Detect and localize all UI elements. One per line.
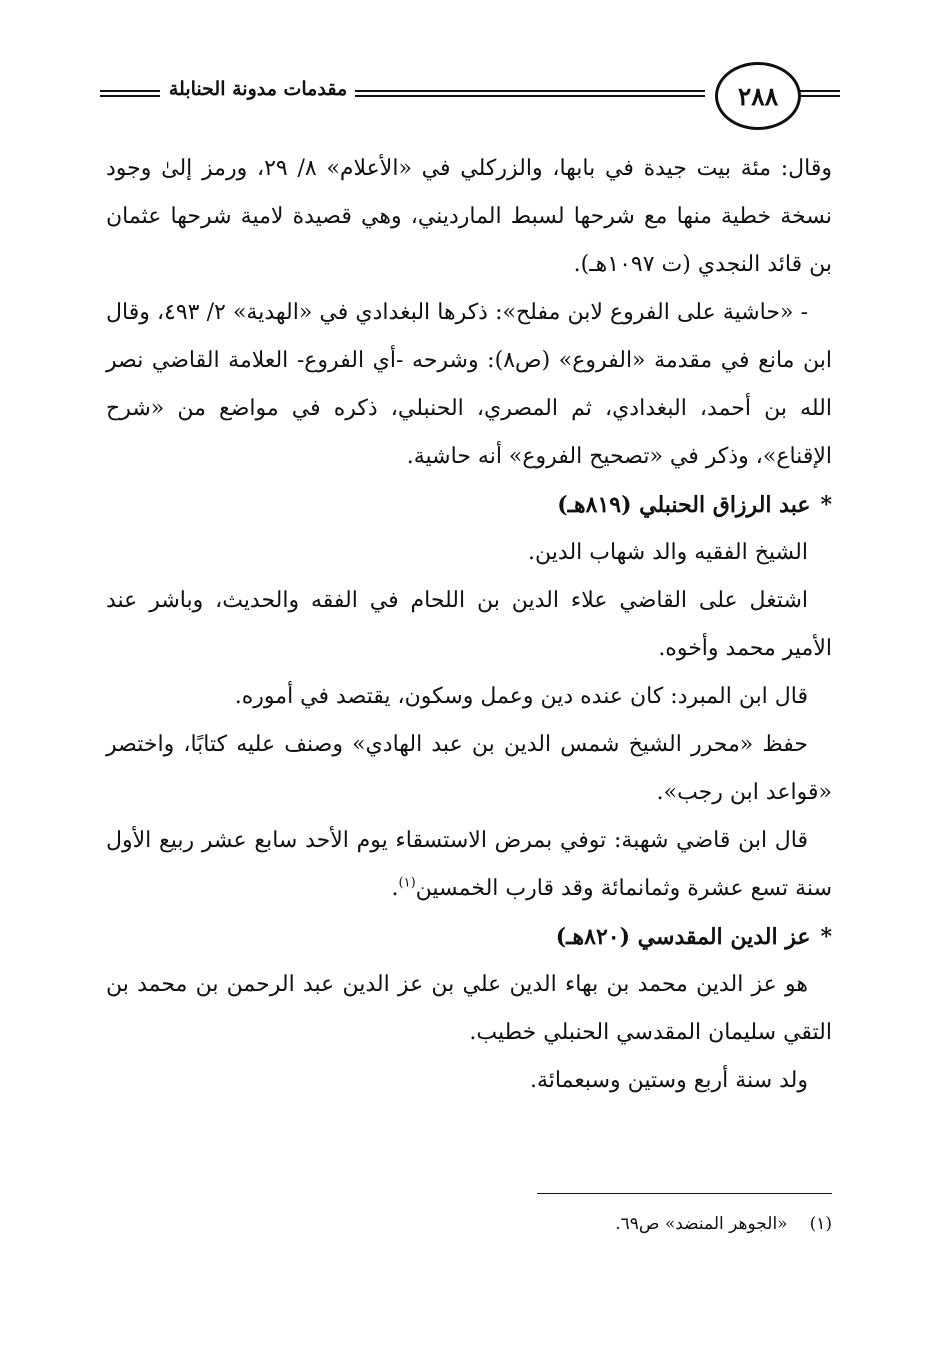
- paragraph-text: الشيخ الفقيه والد شهاب الدين.: [528, 540, 808, 565]
- paragraph-text: - «حاشية على الفروع لابن مفلح»: ذكرها البغدادي في «الهدية» ٢/ ٤٩٣، وقال ابن مانع في مقدمة «الفروع» (ص٨): وشرحه -أي الفروع- العلامة القاضي نصر الله بن أحمد، البغدادي، ثم المصري، الحنبلي، ذكره في مواضع من «شرح الإقناع»، وذكر في «تصحيح الفروع» أنه حاشية.: [106, 300, 832, 469]
- section-heading: [106, 481, 832, 529]
- paragraph: [106, 721, 832, 817]
- paragraph: [106, 961, 832, 1057]
- section-heading: [106, 913, 832, 961]
- heading-star-icon: *: [820, 492, 832, 518]
- paragraph: [106, 1057, 832, 1105]
- paragraph: [106, 817, 832, 913]
- paragraph-text: حفظ «محرر الشيخ شمس الدين بن عبد الهادي» وصنف عليه كتابًا، واختصر «قواعد ابن رجب».: [106, 732, 832, 805]
- paragraph: [106, 289, 832, 481]
- heading-text: عبد الرزاق الحنبلي (٨١٩هـ): [557, 492, 811, 518]
- footnote-item: [615, 1210, 832, 1238]
- heading-star-icon: *: [820, 924, 832, 950]
- body-text: [106, 145, 832, 1105]
- paragraph: [106, 673, 832, 721]
- paragraph-tail: .: [391, 876, 399, 901]
- footnote-number: (١): [809, 1214, 832, 1234]
- paragraph: [106, 145, 832, 289]
- paragraph-text: اشتغل على القاضي علاء الدين بن اللحام في الفقه والحديث، وباشر عند الأمير محمد وأخوه.: [106, 588, 832, 661]
- footnotes: [615, 1210, 832, 1238]
- paragraph-text: وقال: مئة بيت جيدة في بابها، والزركلي في «الأعلام» ٨/ ٢٩، ورمز إلىٰ وجود نسخة خطية منها مع شرحها لسبط المارديني، وهي قصيدة لامية شرحها عثمان بن قائد النجدي (ت ١٠٩٧هـ).: [106, 156, 832, 277]
- running-title: مقدمات مدونة الحنابلة: [168, 78, 348, 100]
- footnote-text: «الجوهر المنضد» ص٦٩.: [615, 1214, 788, 1234]
- paragraph: [106, 577, 832, 673]
- paragraph-text: قال ابن قاضي شهبة: توفي بمرض الاستسقاء يوم الأحد سابع عشر ربيع الأول سنة تسع عشرة وثمانمائة وقد قارب الخمسين: [106, 828, 832, 901]
- header-rule-middle: [355, 90, 705, 92]
- paragraph-text: ولد سنة أربع وستين وسبعمائة.: [529, 1068, 808, 1093]
- heading-text: عز الدين المقدسي (٨٢٠هـ): [555, 924, 811, 950]
- header-rule-right: [800, 90, 840, 92]
- page-number: ٢٨٨: [715, 62, 801, 130]
- paragraph: [106, 529, 832, 577]
- page-header: [100, 62, 840, 132]
- footnote-separator: [537, 1193, 832, 1194]
- footnote-reference[interactable]: (١): [398, 875, 416, 891]
- paragraph-text: هو عز الدين محمد بن بهاء الدين علي بن عز الدين عبد الرحمن بن محمد بن التقي سليمان المقدسي الحنبلي خطيب.: [106, 972, 832, 1045]
- paragraph-text: قال ابن المبرد: كان عنده دين وعمل وسكون، يقتصد في أموره.: [234, 684, 808, 709]
- header-rule-left: [100, 90, 160, 92]
